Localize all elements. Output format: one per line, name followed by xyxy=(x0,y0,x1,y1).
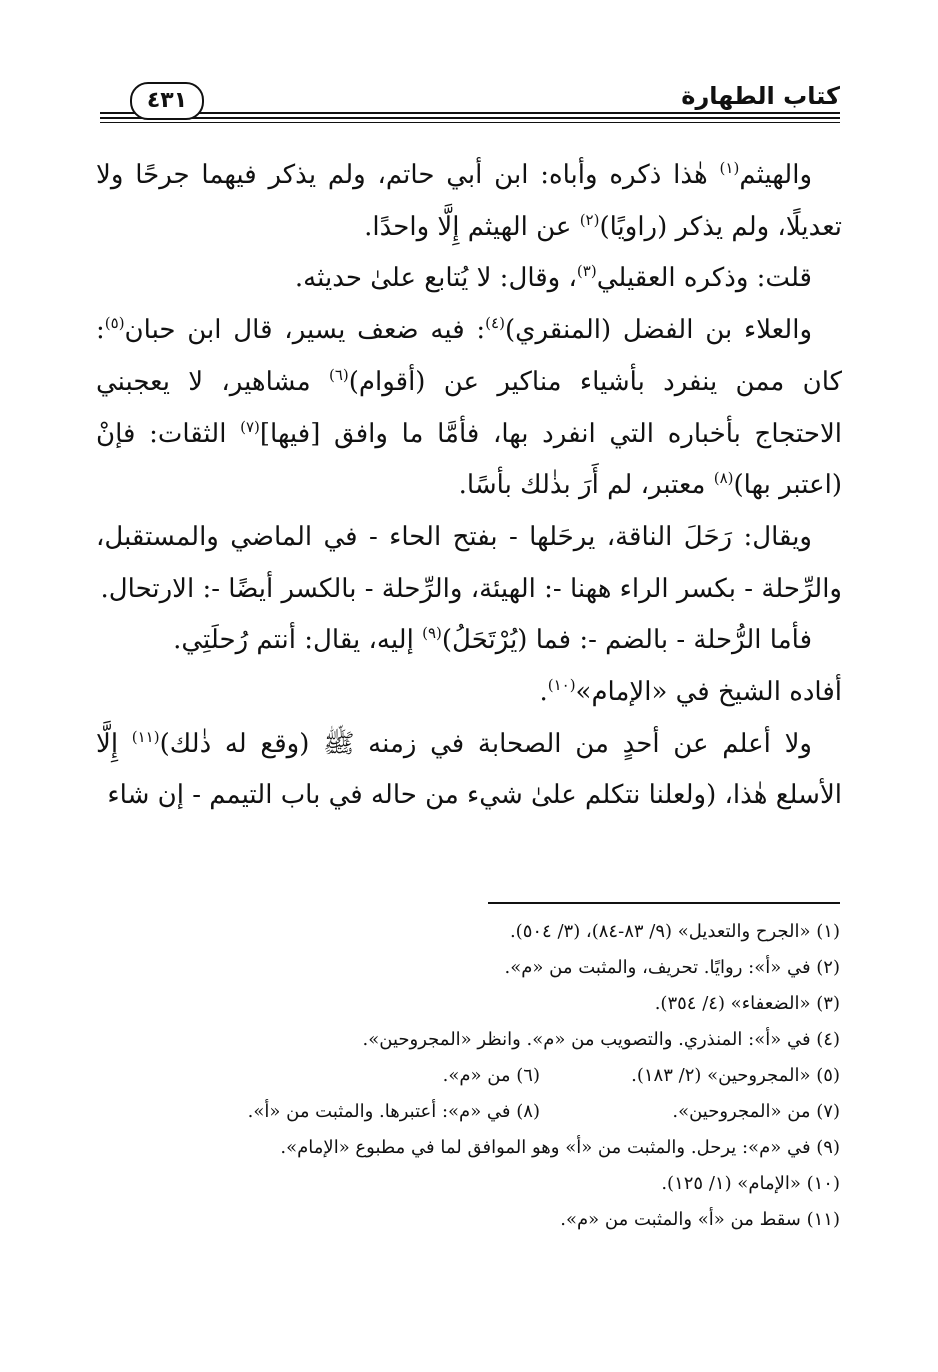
page-number: ٤٣١ xyxy=(130,82,204,120)
paragraph-alaa xyxy=(96,305,842,512)
footnote-4: (٤) في «أ»: المنذري. والتصويب من «م». وانظر «المجروحين». xyxy=(362,1029,840,1050)
footnote-6: (٦) من «م». xyxy=(442,1065,540,1086)
text-run: إليه، يقال: أنتم رُحلَتِي. xyxy=(173,625,423,656)
footnote-ref: (١) xyxy=(719,159,740,177)
footnote-ref: (١١) xyxy=(131,727,160,746)
paragraph-aslaa xyxy=(96,719,842,822)
text-run: فأما الرُّحلة - بالضم -: فما (يُرْتَحَلُ) xyxy=(441,625,812,656)
footnote-ref: (٣) xyxy=(576,262,597,281)
footnote-5: (٥) «المجروحين» (٢/ ١٨٣). xyxy=(631,1065,840,1086)
paragraph-haytham xyxy=(96,150,842,253)
text-run: أفاده الشيخ في «الإمام» xyxy=(575,677,842,708)
footnote-separator xyxy=(488,902,840,904)
text-run: ويقال: رَحَلَ الناقة، يرحَلها - بفتح الحاء - في الماضي والمستقبل، والرِّحلة - بكسر الراء ههنا -: الهيئة، والرِّحلة - بالكسر أيضًا -: الارتحال. xyxy=(96,521,842,604)
footnote-2: (٢) في «أ»: روايًا. تحريف، والمثبت من «م». xyxy=(504,957,840,978)
text-run: معتبر، لم أَرَ بذٰلك بأسًا. xyxy=(458,470,714,501)
header-rule xyxy=(100,117,840,119)
text-run: الثقات: فإنْ (اعتبر بها) xyxy=(96,418,842,501)
footnote-ref: (٧) xyxy=(240,417,260,436)
footnote-11: (١١) سقط من «أ» والمثبت من «م». xyxy=(560,1209,840,1230)
footnote-10: (١٠) «الإمام» (١/ ١٢٥). xyxy=(661,1173,840,1194)
footnote-1: (١) «الجرح والتعديل» (٩/ ٨٣-٨٤)، (٣/ ٥٠٤). xyxy=(509,921,840,942)
header-rule xyxy=(100,112,840,114)
text-run: قلت: وذكره العقيلي xyxy=(596,263,812,294)
paragraph-rihla xyxy=(96,615,842,667)
paragraph-afadahu xyxy=(96,667,842,719)
text-run: والهيثم xyxy=(739,160,812,190)
text-run: إِلَّا الأسلع هٰذا، (ولعلنا نتكلم علىٰ شيء من حاله في باب التيمم - إن شاء xyxy=(96,728,842,811)
paragraph-rahala xyxy=(96,512,842,615)
page-header xyxy=(100,78,840,128)
text-run: : كان ممن ينفرد بأشياء مناكير عن (أقوام) xyxy=(96,315,842,397)
footnote-row xyxy=(96,1094,840,1130)
footnote-ref: (١٠) xyxy=(547,676,576,695)
header-rule xyxy=(100,122,840,123)
text-run: مشاهير، لا يعجبني الاحتجاج بأخباره التي انفرد بها، فأمَّا ما وافق [فيها] xyxy=(96,366,843,449)
footnotes xyxy=(96,914,840,1238)
footnote-8: (٨) في «م»: أعتبرها. والمثبت من «أ». xyxy=(247,1101,540,1122)
footnote-9: (٩) في «م»: يرحل. والمثبت من «أ» وهو الموافق لما في مطبوع «الإمام». xyxy=(280,1137,840,1158)
footnote-ref: (٨) xyxy=(713,469,734,488)
text-run: : فيه ضعف يسير، قال ابن حبان xyxy=(124,315,486,346)
main-text xyxy=(96,150,842,822)
chapter-title: كتاب الطهارة xyxy=(681,82,840,110)
text-run: ، وقال: لا يُتابع علىٰ حديثه. xyxy=(294,263,577,294)
footnote-ref: (٢) xyxy=(579,210,600,229)
footnote-ref: (٦) xyxy=(328,365,349,384)
text-run: والعلاء بن الفضل (المنقري) xyxy=(504,315,812,346)
footnote-7: (٧) من «المجروحين». xyxy=(672,1101,840,1122)
footnote-row xyxy=(96,1058,840,1094)
text-run: عن الهيثم إِلَّا واحدًا. xyxy=(364,211,580,242)
footnote-3: (٣) «الضعفاء» (٤/ ٣٥٤). xyxy=(654,993,840,1014)
text-run: ولا أعلم عن أحدٍ من الصحابة في زمنه ﷺ (وقع له ذٰلك) xyxy=(159,728,812,759)
footnote-ref: (٩) xyxy=(422,624,442,643)
footnote-ref: (٥) xyxy=(104,314,125,333)
footnote-ref: (٤) xyxy=(485,314,505,333)
paragraph-uqayli xyxy=(96,253,842,305)
text-run: هٰذا ذكره وأباه: ابن أبي حاتم، ولم يذكر فيهما جرحًا ولا تعديلًا، ولم يذكر (راويًا) xyxy=(96,160,842,242)
text-run: . xyxy=(539,677,548,708)
